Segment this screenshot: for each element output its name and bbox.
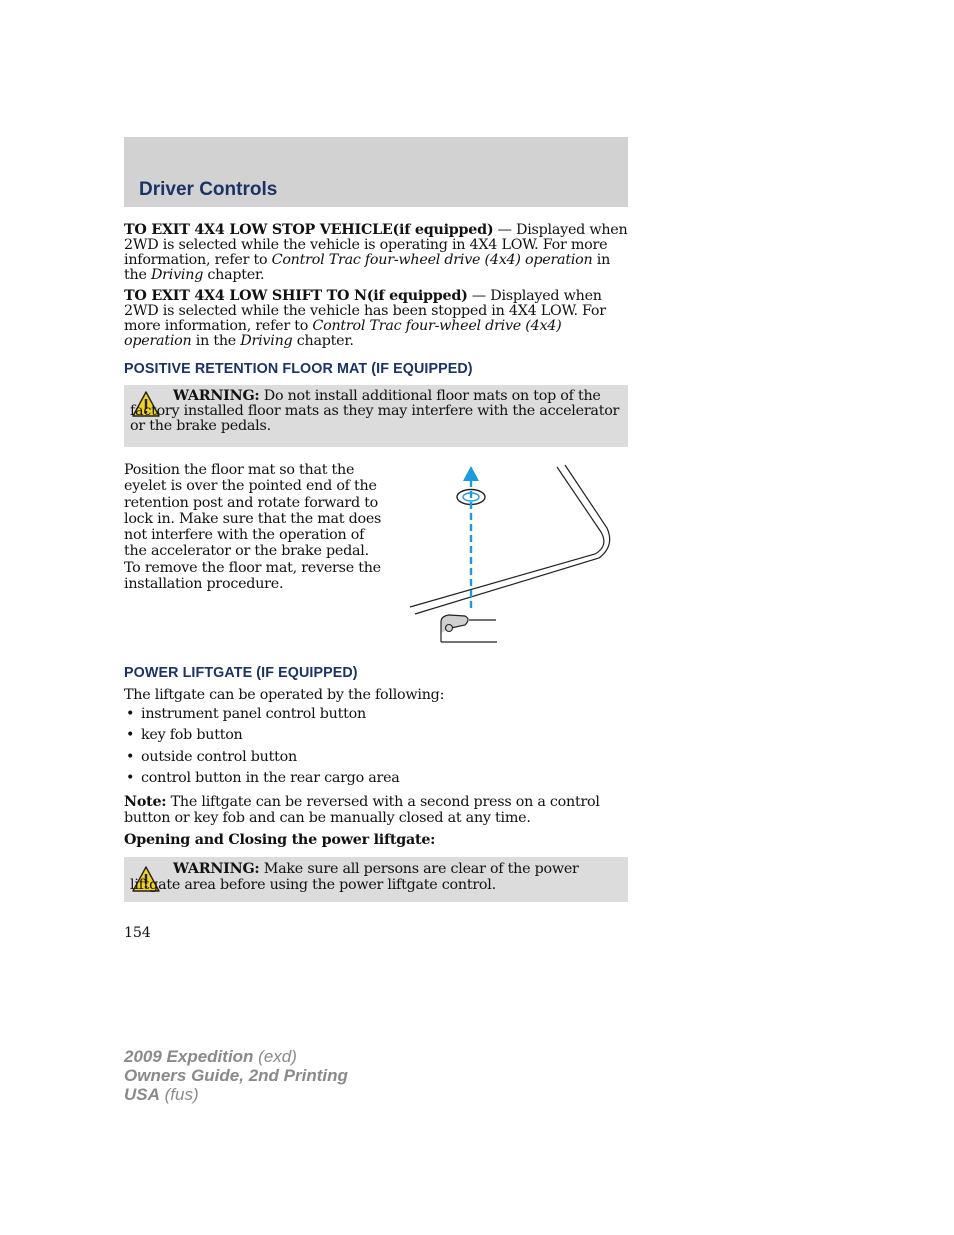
exit-4x4-low-stop-paragraph — [124, 223, 630, 283]
footer-market-code: (fus) — [159, 1085, 199, 1104]
liftgate-operation-list — [124, 707, 400, 792]
paragraph-text: chapter. — [203, 267, 265, 283]
liftgate-warning-box — [124, 857, 628, 902]
retention-post-icon — [441, 615, 468, 633]
bullet-icon: • — [126, 769, 135, 786]
footer-market-line — [124, 1085, 348, 1104]
liftgate-note — [124, 794, 630, 826]
exit-4x4-low-shift-paragraph — [124, 289, 630, 349]
floor-mat-heading: POSITIVE RETENTION FLOOR MAT (IF EQUIPPED) — [124, 361, 473, 377]
list-item — [124, 707, 400, 728]
bullet-icon: • — [126, 748, 135, 765]
power-liftgate-heading: POWER LIFTGATE (IF EQUIPPED) — [124, 665, 358, 681]
paragraph-text: chapter. — [292, 333, 354, 349]
instruction-line: not interfere with the operation of — [124, 527, 365, 544]
chapter-reference: Driving — [150, 267, 204, 283]
paragraph-text: in the — [124, 252, 611, 283]
instruction-line: Position the floor mat so that the — [124, 462, 355, 478]
alignment-arrow-head — [463, 466, 479, 481]
floor-mat-warning-box — [124, 385, 628, 447]
footer-market: USA — [124, 1085, 160, 1104]
instruction-line: retention post and rotate forward to — [124, 494, 379, 511]
cross-reference: Control Trac four-wheel drive (4x4) operation — [124, 318, 562, 349]
warning-label: WARNING: — [173, 861, 260, 877]
warning-label: WARNING: — [173, 388, 260, 404]
floor-mat-warning-text — [130, 389, 620, 434]
subheading-text: Opening and Closing the power liftgate: — [124, 832, 436, 848]
list-item — [124, 728, 400, 749]
instruction-line: lock in. Make sure that the mat does — [124, 510, 382, 527]
page-number: 154 — [124, 925, 151, 941]
note-text: The liftgate can be reversed with a second press on a control button or key fob and can be manually closed at any time. — [124, 794, 600, 826]
mat-edge-inner — [415, 465, 610, 614]
paragraph-text: — Displayed when 2WD is selected while the vehicle is operating in 4X4 LOW. For more information, refer to — [124, 222, 628, 268]
list-item-text: instrument panel control button — [141, 706, 366, 722]
warning-message: Make sure all persons are clear of the power liftgate area before using the power liftgate control. — [130, 861, 579, 893]
post-knob — [446, 625, 453, 632]
paragraph-text: in the — [191, 333, 241, 349]
liftgate-warning-text — [130, 861, 620, 893]
bullet-icon: • — [126, 727, 135, 744]
instruction-line: installation procedure. — [124, 576, 284, 593]
warning-message: Do not install additional floor mats on top of the factory installed floor mats as they may interfere with the accelerator or the brake pedals. — [130, 388, 620, 434]
cross-reference: Control Trac four-wheel drive (4x4) operation — [271, 252, 593, 268]
instruction-line: the accelerator or the brake pedal. — [124, 543, 369, 560]
footer-model: 2009 Expedition — [124, 1047, 254, 1066]
bullet-icon: • — [126, 706, 135, 722]
section-header-band — [124, 137, 628, 207]
section-title: Driver Controls — [139, 179, 278, 200]
exit-4x4-low-shift-label: TO EXIT 4X4 LOW SHIFT TO N(if equipped) — [124, 288, 468, 304]
chapter-reference: Driving — [240, 333, 293, 349]
list-item-text: control button in the rear cargo area — [141, 769, 400, 786]
list-item-text: outside control button — [141, 748, 297, 765]
footer-guide: Owners Guide, 2nd Printing — [124, 1066, 348, 1085]
footer-model-code: (exd) — [253, 1047, 297, 1066]
list-item — [124, 771, 400, 792]
liftgate-intro: The liftgate can be operated by the following: — [124, 687, 445, 703]
instruction-line: eyelet is over the pointed end of the — [124, 478, 377, 495]
list-item — [124, 750, 400, 771]
liftgate-subheading — [124, 833, 630, 848]
exit-4x4-low-stop-label: TO EXIT 4X4 LOW STOP VEHICLE(if equipped) — [124, 222, 494, 238]
paragraph-text: — Displayed when 2WD is selected while the vehicle has been stopped in 4X4 LOW. For more information, refer to — [124, 288, 606, 334]
footer-guide-line — [124, 1066, 348, 1085]
document-footer — [124, 1047, 348, 1104]
list-item-text: key fob button — [141, 727, 243, 744]
floor-mat-retention-diagram — [405, 462, 625, 654]
footer-model-line — [124, 1047, 348, 1066]
floor-mat-instructions — [124, 462, 394, 592]
note-label: Note: — [124, 794, 167, 810]
instruction-line: To remove the floor mat, reverse the — [124, 559, 381, 576]
